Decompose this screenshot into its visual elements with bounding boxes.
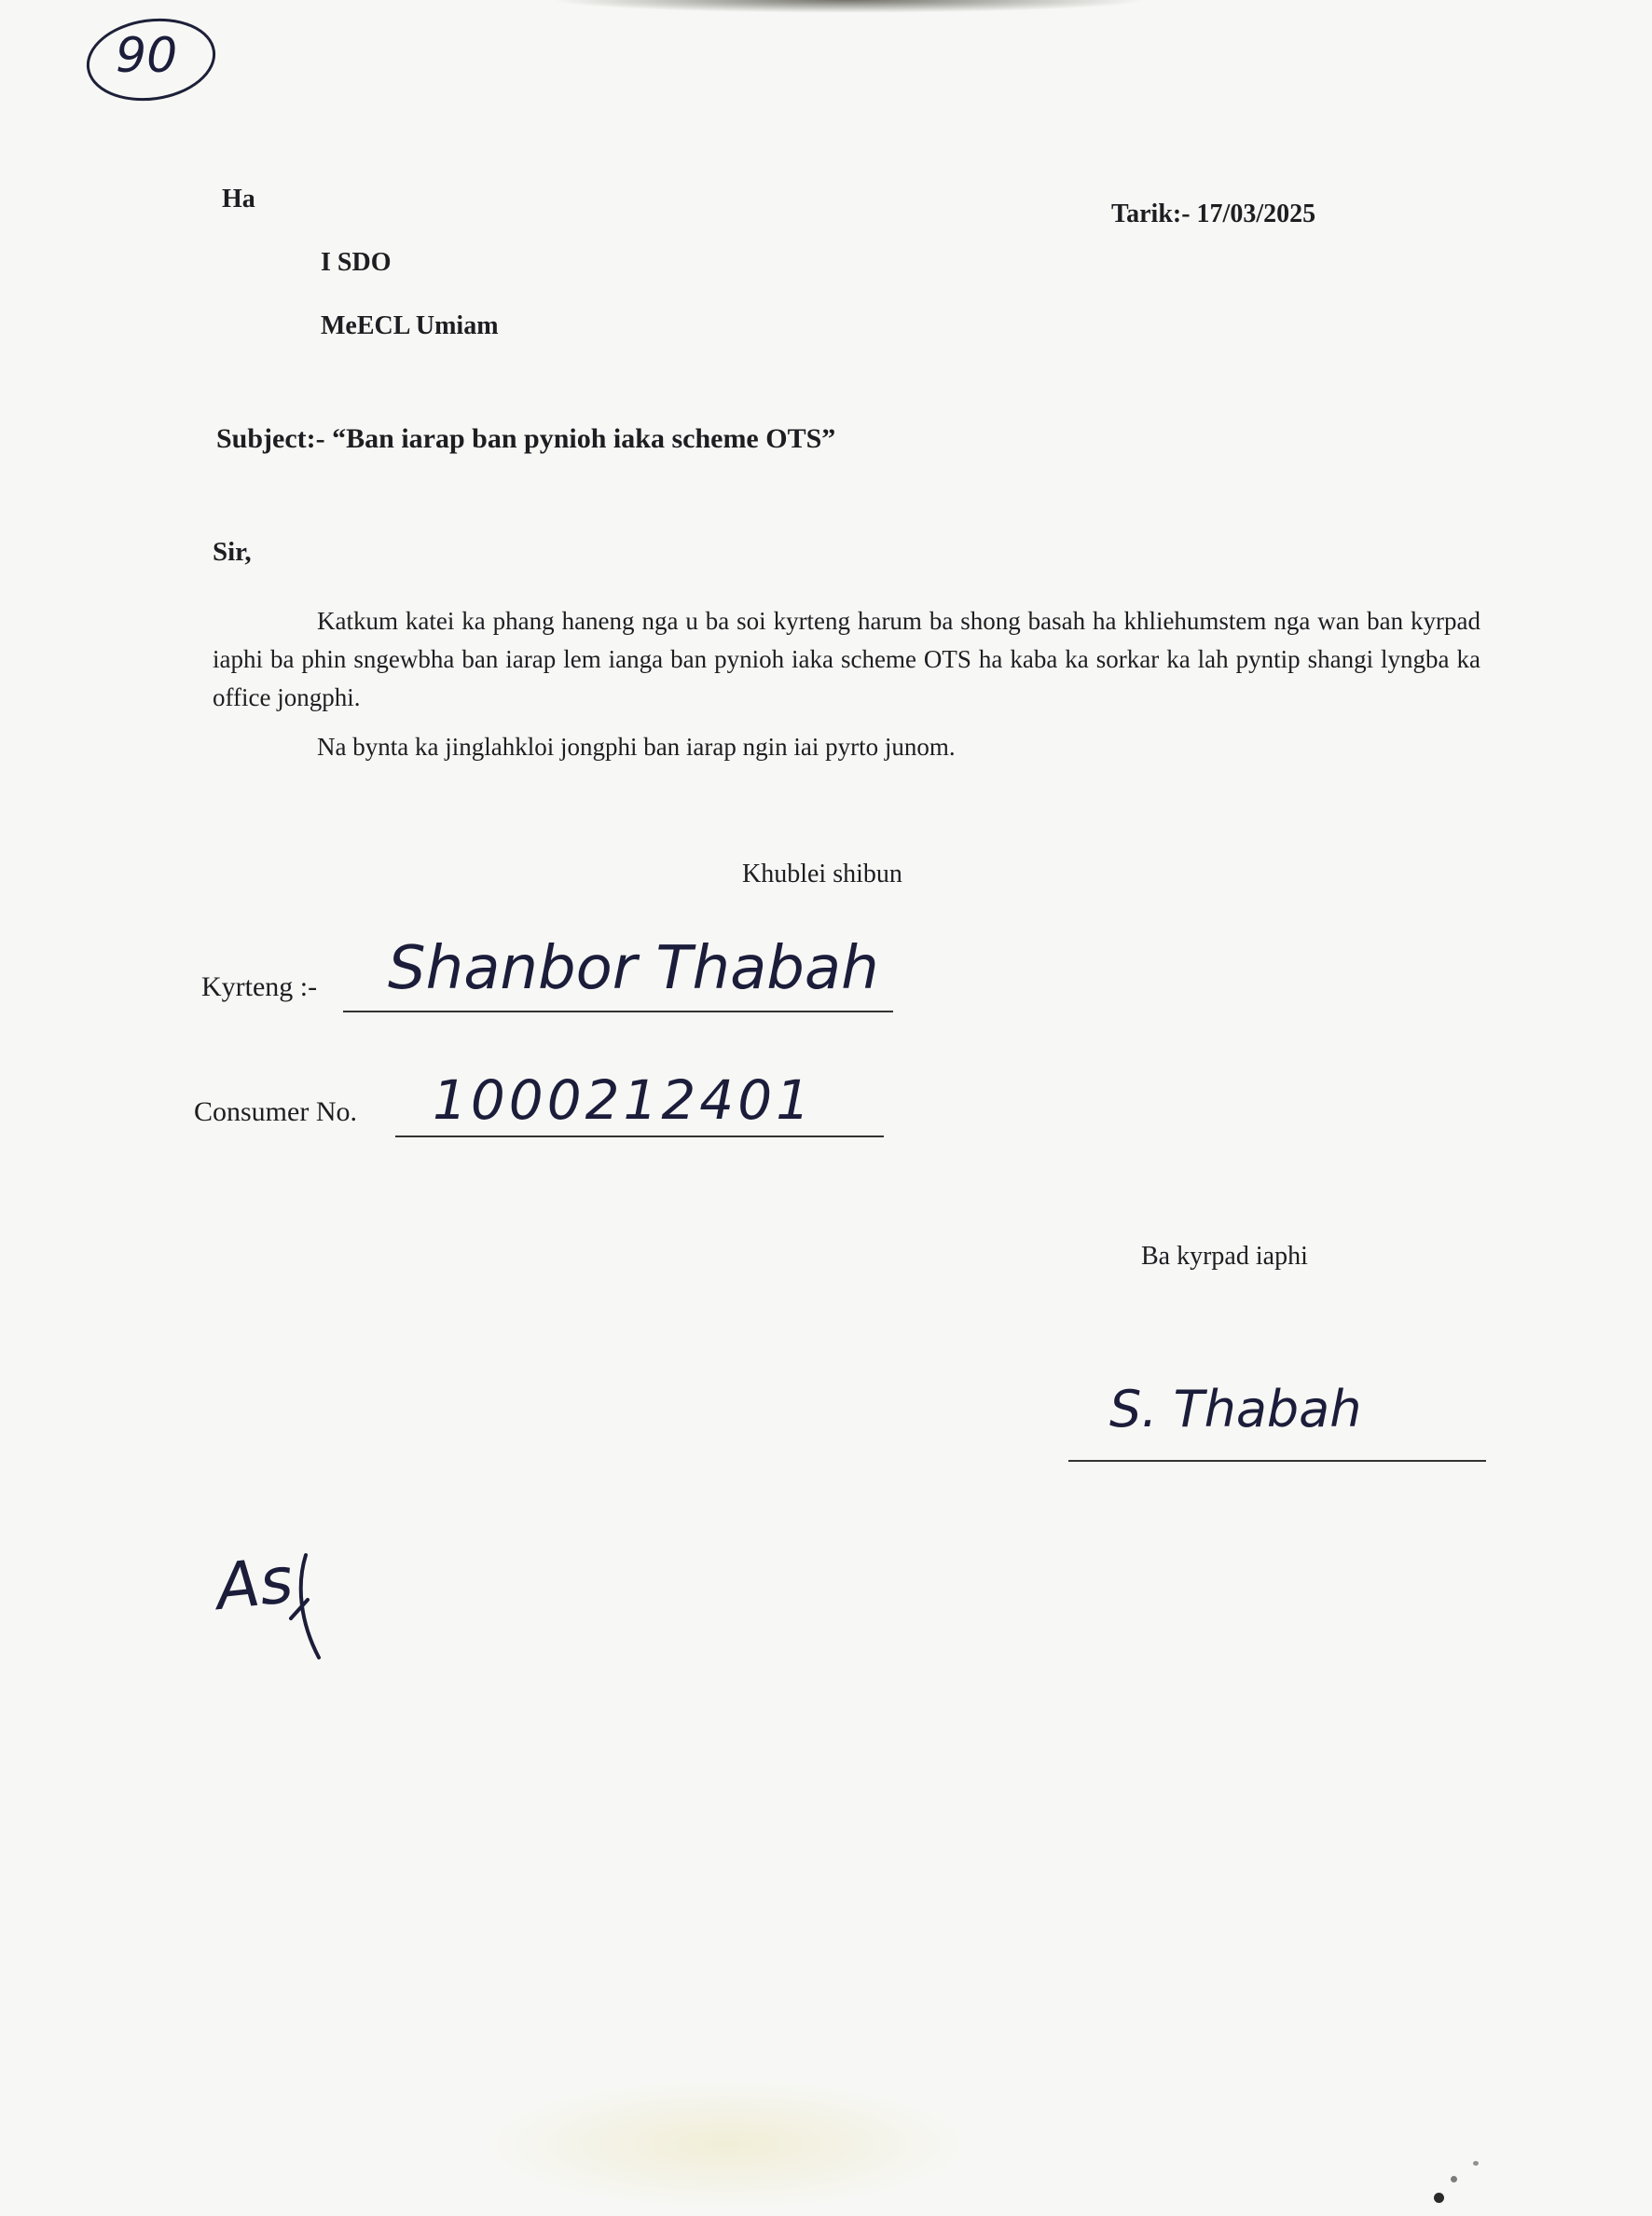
consumer-label: Consumer No. xyxy=(194,1096,357,1127)
letter-date: Tarik:- 17/03/2025 xyxy=(1111,200,1316,228)
recipient-line-1: I SDO xyxy=(321,248,392,277)
initials-mark: As xyxy=(213,1543,296,1626)
paper-speck xyxy=(1473,2161,1479,2166)
name-value: Shanbor Thabah xyxy=(388,934,879,1003)
scan-shadow xyxy=(550,0,1147,13)
body-paragraph-1: Katkum katei ka phang haneng nga u ba soi kyrteng harum ba shong basah ha khliehumstem nga wan ban kyrpad iaphi ba phin sngewbha ban iarap lem ianga ban pynioh iaka scheme OTS ha kaba ka sorkar ka lah pyntip shangi lyngba ka office jongphi. xyxy=(213,607,1480,711)
letter-greeting: Sir, xyxy=(213,537,252,567)
letter-subject: Subject:- “Ban iarap ban pynioh iaka scheme OTS” xyxy=(216,423,836,454)
body-paragraph-2: Na bynta ka jinglahkloi jongphi ban iarap ngin iai pyrto junom. xyxy=(317,733,956,761)
paper-stain xyxy=(485,2079,970,2209)
paper-speck xyxy=(1434,2193,1444,2203)
signature-underline xyxy=(1068,1460,1486,1462)
request-label: Ba kyrpad iaphi xyxy=(1141,1242,1308,1271)
consumer-number: 1000212401 xyxy=(433,1068,815,1132)
closing: Khublei shibun xyxy=(742,860,902,888)
name-label: Kyrteng :- xyxy=(201,971,318,1002)
name-underline xyxy=(343,1011,893,1012)
recipient-line-2: MeECL Umiam xyxy=(321,311,499,340)
letter-body xyxy=(213,602,1480,766)
page-number-mark: 90 xyxy=(116,28,178,84)
applicant-signature: S. Thabah xyxy=(1109,1380,1362,1438)
salutation-to: Ha xyxy=(222,185,255,213)
paper-speck xyxy=(1451,2176,1457,2182)
initials-flourish xyxy=(0,0,373,1697)
consumer-underline xyxy=(395,1136,884,1137)
